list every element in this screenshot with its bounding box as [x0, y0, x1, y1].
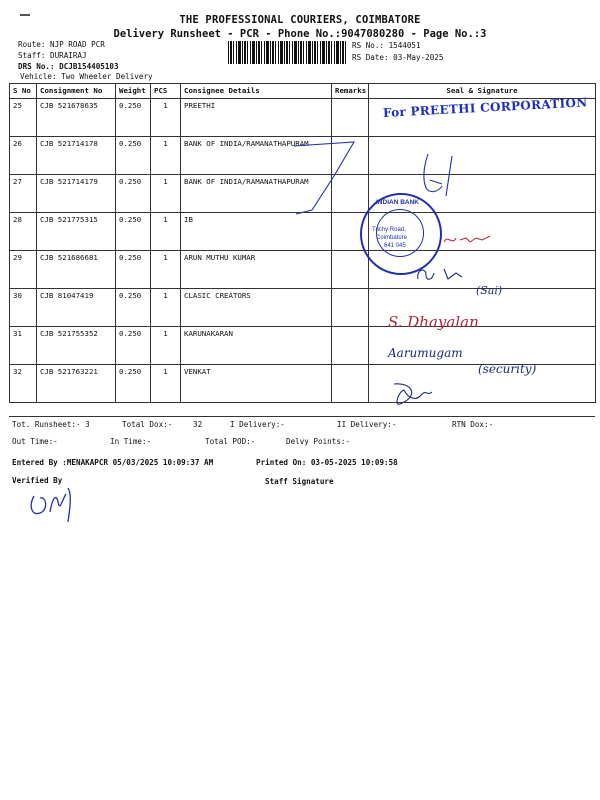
cell-pcs: 1 — [151, 289, 181, 327]
table-row — [10, 327, 596, 365]
table-row — [10, 213, 596, 251]
route-label: Route: NJP ROAD PCR — [18, 40, 105, 49]
cell-sno: 31 — [10, 327, 37, 365]
cell-weight: 0.250 — [116, 175, 151, 213]
row28-signature — [440, 230, 500, 250]
col-pcs: PCS — [151, 84, 181, 99]
staff-signature-label: Staff Signature — [265, 477, 334, 486]
cell-sno: 25 — [10, 99, 37, 137]
seal-inner-ring — [376, 209, 424, 257]
cell-weight: 0.250 — [116, 99, 151, 137]
preethi-corporation-stamp: For PREETHI CORPORATION — [382, 95, 588, 120]
company-title: THE PROFESSIONAL COURIERS, COIMBATORE — [179, 14, 421, 26]
cell-remarks — [332, 289, 369, 327]
barcode — [228, 41, 346, 64]
total-dox-value: 32 — [193, 420, 203, 429]
cell-weight: 0.250 — [116, 327, 151, 365]
rs-number: RS No.: 1544051 — [352, 41, 421, 50]
cell-sno: 30 — [10, 289, 37, 327]
row26-checkmark-signature — [290, 138, 370, 218]
row29-signature — [412, 263, 482, 287]
row31-signature-note: (security) — [478, 362, 537, 376]
cell-consignee: BANK OF INDIA/RAMANATHAPURAM — [181, 137, 332, 175]
cell-sno: 26 — [10, 137, 37, 175]
cell-consignee: IB — [181, 213, 332, 251]
total-dox-label: Total Dox:- — [122, 420, 173, 429]
seal-address-line1: Trichy Road, — [372, 227, 406, 233]
runsheet-subtitle: Delivery Runsheet - PCR - Phone No.:9047080280 - Page No.:3 — [113, 28, 487, 40]
cell-pcs: 1 — [151, 365, 181, 403]
out-time-label: Out Time:- — [12, 437, 58, 446]
cell-consignment: CJB 521763221 — [37, 365, 116, 403]
cell-consignee: KARUNAKARAN — [181, 327, 332, 365]
cell-consignment: CJB 81047419 — [37, 289, 116, 327]
drs-number: DRS No.: DCJB154405103 — [18, 62, 119, 71]
col-consignment: Consignment No — [37, 84, 116, 99]
verified-by-signature — [26, 482, 86, 528]
col-consignee: Consignee Details — [181, 84, 332, 99]
row32-signature — [388, 378, 438, 412]
runsheet-table — [9, 83, 596, 403]
row30-signature: S. Dhayalan — [388, 313, 479, 331]
in-time-label: In Time:- — [110, 437, 152, 446]
cell-weight: 0.250 — [116, 365, 151, 403]
seal-address-line2: Coimbatore — [376, 235, 408, 241]
cell-consignee: ARUN MUTHU KUMAR — [181, 251, 332, 289]
col-seal-signature: Seal & Signature — [369, 84, 596, 99]
cell-consignment: CJB 521714179 — [37, 175, 116, 213]
total-pod-label: Total POD:- — [205, 437, 256, 446]
vehicle-label: Vehicle: Two Wheeler Delivery — [20, 72, 153, 81]
cell-pcs: 1 — [151, 137, 181, 175]
cell-pcs: 1 — [151, 99, 181, 137]
table-header-row — [10, 84, 596, 99]
row29-signature-text: (Sai) — [476, 284, 503, 297]
rtn-dox-label: RTN Dox:- — [452, 420, 494, 429]
col-sno: S No — [10, 84, 37, 99]
total-runsheet: Tot. Runsheet:- 3 — [12, 420, 90, 429]
cell-consignment: CJB 521755352 — [37, 327, 116, 365]
cell-weight: 0.250 — [116, 251, 151, 289]
cell-weight: 0.250 — [116, 137, 151, 175]
table-row — [10, 251, 596, 289]
cell-weight: 0.250 — [116, 213, 151, 251]
cell-sno: 32 — [10, 365, 37, 403]
cell-consignee: VENKAT — [181, 365, 332, 403]
i-delivery-label: I Delivery:- — [230, 420, 285, 429]
cell-consignee: BANK OF INDIA/RAMANATHAPURAM — [181, 175, 332, 213]
cell-consignment: CJB 521686681 — [37, 251, 116, 289]
col-remarks: Remarks — [332, 84, 369, 99]
cell-remarks — [332, 99, 369, 137]
delvy-points-label: Delvy Points:- — [286, 437, 351, 446]
cell-remarks — [332, 251, 369, 289]
row31-signature-name: Aarumugam — [388, 346, 463, 360]
cell-weight: 0.250 — [116, 289, 151, 327]
totals-divider — [9, 416, 595, 417]
table-row — [10, 289, 596, 327]
seal-bank-name: INDIAN BANK — [376, 199, 419, 206]
cell-consignment: CJB 521775315 — [37, 213, 116, 251]
cell-consignee: PREETHI — [181, 99, 332, 137]
seal-pin: 641 045 — [384, 243, 406, 249]
cell-sno: 27 — [10, 175, 37, 213]
cell-pcs: 1 — [151, 251, 181, 289]
cell-pcs: 1 — [151, 327, 181, 365]
row26-signature — [412, 150, 472, 198]
cell-sno: 28 — [10, 213, 37, 251]
cell-signature — [369, 137, 596, 175]
cell-consignment: CJB 521714178 — [37, 137, 116, 175]
col-weight: Weight — [116, 84, 151, 99]
cell-pcs: 1 — [151, 213, 181, 251]
cell-consignment: CJB 521678635 — [37, 99, 116, 137]
cell-remarks — [332, 365, 369, 403]
cell-consignee: CLASIC CREATORS — [181, 289, 332, 327]
ii-delivery-label: II Delivery:- — [337, 420, 397, 429]
rs-date: RS Date: 03-May-2025 — [352, 53, 444, 62]
cell-remarks — [332, 327, 369, 365]
printed-on: Printed On: 03-05-2025 10:09:58 — [256, 458, 398, 467]
cell-pcs: 1 — [151, 175, 181, 213]
cell-sno: 29 — [10, 251, 37, 289]
staff-label: Staff: DURAIRAJ — [18, 51, 87, 60]
verified-by-label: Verified By — [12, 476, 63, 485]
entered-by: Entered By :MENAKAPCR 05/03/2025 10:09:37 AM — [12, 458, 214, 467]
